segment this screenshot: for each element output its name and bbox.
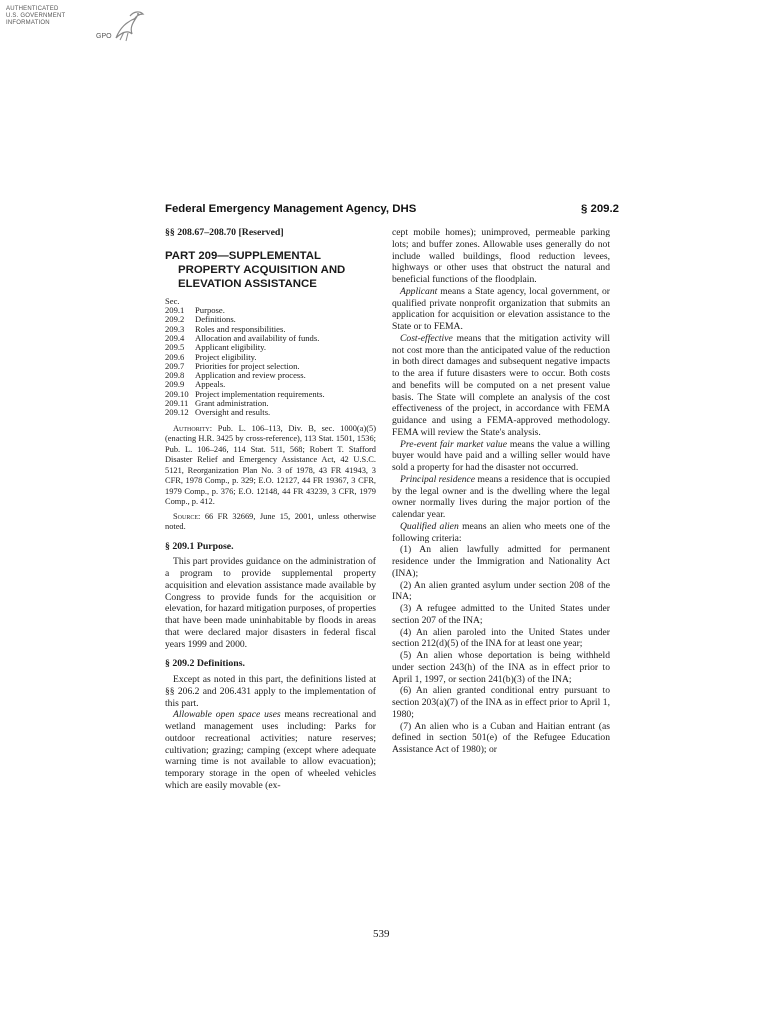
running-head	[165, 203, 619, 215]
definition-text: means a residence that is occupied by the legal owner and is the dwelling where the legal owner normally lives during the major portion of the calendar year.	[392, 473, 610, 520]
criterion-item: (1) An alien lawfully admitted for permanent residence under the Immigration and Nationality Act (INA);	[392, 544, 610, 579]
definition-cost-effective	[392, 333, 610, 439]
definition-text: means the value a willing buyer would have paid and a willing seller would have sold a property for had the disaster not occurred.	[392, 438, 610, 473]
criterion-item: (3) A refugee admitted to the United States under section 207 of the INA;	[392, 603, 610, 626]
definition-qualified-alien	[392, 521, 610, 545]
term-pre-event-fair-market-value: Pre-event fair market value	[400, 438, 507, 450]
section-209-1-heading: § 209.1 Purpose.	[165, 540, 234, 552]
definition-allowable-open-space-uses	[165, 709, 376, 791]
toc-item-number: 209.8	[165, 370, 185, 381]
table-of-contents	[165, 297, 376, 418]
toc-item-title: Application and review process.	[195, 370, 306, 381]
criterion-item: (5) An alien whose deportation is being withheld under section 243(h) of the INA as in effect prior to April 1, 1997, or section 241(b)(3) of the INA;	[392, 650, 610, 685]
section-209-2-intro: Except as noted in this part, the definitions listed at §§ 206.2 and 206.431 apply to the implementation of this part.	[165, 674, 376, 709]
part-title: PART 209—SUPPLEMENTAL PROPERTY ACQUISITION AND ELEVATION ASSISTANCE	[165, 249, 346, 290]
toc-item-title: Roles and responsibilities.	[195, 323, 286, 334]
authority-text: Pub. L. 106–113, Div. B, sec. 1000(a)(5) (enacting H.R. 3425 by cross-reference), 113 Stat. 1501, 1536; Pub. L. 106–246, 114 Stat. 511, 568; Robert T. Stafford Disaster Relief and Emergency Assistance Act, 42 U.S.C. 5121, Reorganization Plan No. 3 of 1978, 43 FR 41943, 3 CFR, 1978 Comp., p. 329; E.O. 12127, 44 FR 19367, 3 CFR, 1979 Comp., p. 376; E.O. 12148, 44 FR 43239, 3 CFR, 1979 Comp., p. 412.	[165, 423, 376, 507]
definition-text: means that the mitigation activity will not cost more than the anticipated value of the reduction in both direct damages and subsequent negative impacts to the area if future disasters were to occur. Both costs and benefits will be computed on a net present value basis. The State will complete an analysis of the cost effectiveness of the project, in accordance with FEMA guidance and using a FEMA-approved methodology. FEMA will review the State's analysis.	[392, 332, 610, 438]
toc-item-number: 209.12	[165, 407, 189, 418]
stamp-line-2: U.S. GOVERNMENT	[6, 13, 66, 19]
term-applicant: Applicant	[400, 285, 438, 297]
qualified-alien-criteria	[392, 544, 610, 756]
stamp-gpo: GPO	[96, 33, 112, 40]
left-column	[165, 227, 376, 792]
toc-item-number: 209.11	[165, 398, 189, 409]
term-qualified-alien: Qualified alien	[400, 520, 459, 532]
toc-item-number: 209.9	[165, 379, 185, 390]
toc-item-number: 209.7	[165, 360, 185, 371]
authority-label: Authority:	[173, 423, 213, 433]
page-number: 539	[373, 928, 390, 940]
source-label: Source:	[173, 511, 201, 521]
source-note	[165, 512, 376, 533]
source-text: 66 FR 32669, June 15, 2001, unless otherwise noted.	[165, 511, 377, 532]
term-principal-residence: Principal residence	[400, 473, 476, 485]
toc-label: Sec.	[165, 295, 180, 306]
toc-item-number: 209.1	[165, 305, 185, 316]
reserved-sections: §§ 208.67–208.70 [Reserved]	[165, 227, 284, 238]
definition-text: means recreational and wetland management uses including: Parks for outdoor recreational activities; nature reserves; cultivation; grazing; camping (except where adequate warning time is not available to allow evacuation); temporary storage in the open of wheeled vehicles which are easily movable (ex-	[165, 709, 376, 791]
toc-item-title: Allocation and availability of funds.	[195, 332, 320, 343]
section-209-1-text: This part provides guidance on the administration of a program to provide supplemental property acquisition and elevation assistance made available by Congress to provide funds for the acquisition or elevation, for hazard mitigation purposes, of properties that have been made uninhabitable by floods in areas that were declared major disasters in federal fiscal years 1999 and 2000.	[165, 556, 376, 650]
toc-item-title: Project implementation requirements.	[195, 388, 325, 399]
toc-list	[165, 306, 376, 418]
toc-item-title: Purpose.	[195, 305, 225, 316]
toc-item-number: 209.4	[165, 332, 185, 343]
toc-item-number: 209.2	[165, 314, 185, 325]
definition-text: means a State agency, local government, or qualified private nonprofit organization that submits an application for acquisition or elevation assistance to the State or to FEMA.	[392, 285, 610, 332]
right-column	[392, 227, 610, 756]
toc-item-title: Definitions.	[195, 314, 236, 325]
toc-item-number: 209.5	[165, 342, 185, 353]
definition-text: means an alien who meets one of the following criteria:	[392, 520, 610, 544]
stamp-line-3: INFORMATION	[6, 20, 50, 26]
stamp-line-1: AUTHENTICATED	[6, 6, 59, 12]
toc-item-title: Oversight and results.	[195, 407, 271, 418]
toc-item-title: Appeals.	[195, 379, 226, 390]
definition-pre-event-fair-market-value	[392, 439, 610, 474]
toc-item-title: Grant administration.	[195, 398, 269, 409]
toc-item-title: Priorities for project selection.	[195, 360, 300, 371]
authentication-stamp	[6, 6, 146, 50]
term-allowable-open-space-uses: Allowable open space uses	[173, 709, 281, 721]
criterion-item: (2) An alien granted asylum under section 208 of the INA;	[392, 579, 610, 603]
term-cost-effective: Cost-effective	[400, 332, 453, 344]
running-head-title: Federal Emergency Management Agency, DHS	[165, 203, 417, 215]
running-head-section: § 209.2	[580, 203, 619, 215]
definition-applicant	[392, 286, 610, 333]
toc-item	[165, 408, 376, 417]
criterion-item: (7) An alien who is a Cuban and Haitian entrant (as defined in section 501(e) of the Refugee Education Assistance Act of 1980); or	[392, 720, 610, 755]
toc-item-number: 209.3	[165, 323, 185, 334]
continued-definition: cept mobile homes); unimproved, permeable parking lots; and buffer zones. Allowable uses generally do not include walled buildings, flood reduction levees, highways or other uses that obstruct the natural and beneficial functions of the floodplain.	[392, 227, 610, 285]
eagle-seal-icon	[110, 8, 146, 44]
criterion-item: (4) An alien paroled into the United States under section 212(d)(5) of the INA for at least one year;	[392, 626, 610, 650]
toc-item-title: Applicant eligibility.	[195, 342, 267, 353]
stamp-text	[6, 6, 65, 27]
toc-item-number: 209.10	[165, 388, 189, 399]
toc-item-number: 209.6	[165, 351, 185, 362]
toc-item-title: Project eligibility.	[195, 351, 257, 362]
section-209-2-heading: § 209.2 Definitions.	[165, 658, 246, 670]
authority-note	[165, 424, 376, 508]
criterion-item: (6) An alien granted conditional entry pursuant to section 203(a)(7) of the INA as in effect prior to April 1, 1980;	[392, 685, 610, 720]
definition-principal-residence	[392, 474, 610, 521]
